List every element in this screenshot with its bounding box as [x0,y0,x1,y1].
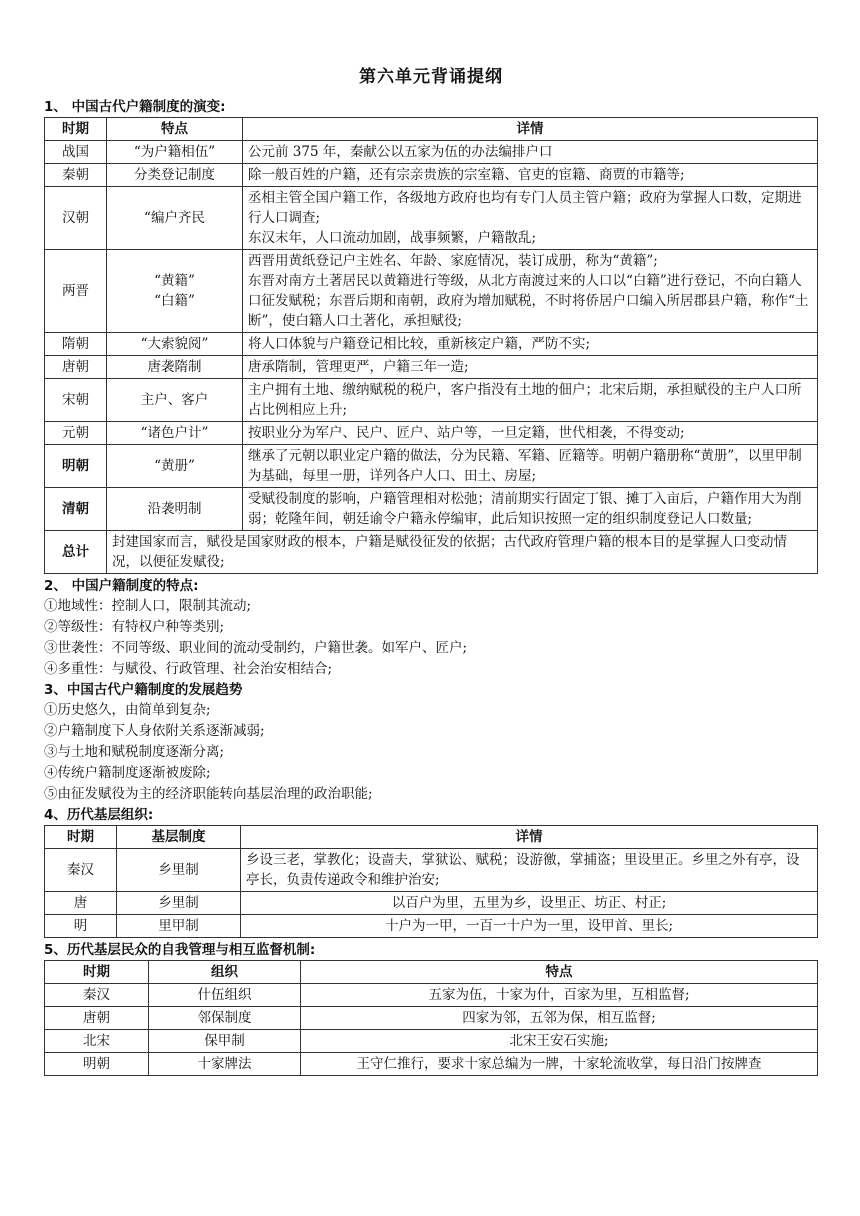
table-row [45,379,818,422]
row-period: 明 [45,915,117,938]
list-item: ④传统户籍制度逐渐被废除; [44,765,211,781]
list-item: ④多重性：与赋役、行政管理、社会治安相结合; [44,661,333,677]
row-feature: 分类登记制度 [107,164,243,187]
row-feature: 五家为伍，十家为什，百家为里，互相监督; [301,984,818,1007]
grassroots-organization-table [44,825,818,938]
mutual-supervision-table [44,960,818,1076]
row-period: 北宋 [45,1030,149,1053]
table-row [45,422,818,445]
row-details: 受赋役制度的影响，户籍管理相对松弛；清前期实行固定丁银、摊丁入亩后，户籍作用大为削弱；乾隆年间，朝廷谕令户籍永停编审，此后知识按照一定的组织制度登记人口数量; [243,488,818,531]
table-header-row [45,961,818,984]
row-details: 以百户为里，五里为乡，设里正、坊正、村正; [241,892,818,915]
row-period: 战国 [45,141,107,164]
row-system: 里甲制 [117,915,241,938]
row-feature: “大索貌阅” [107,333,243,356]
row-org: 十家牌法 [149,1053,301,1076]
table-row [45,1030,818,1053]
detail-line: 丞相主管全国户籍工作，各级地方政府也均有专门人员主管户籍；政府为掌握人口数，定期进行人口调查; [248,190,802,226]
section5-heading: 5、历代基层民众的自我管理与相互监督机制: [44,942,316,958]
row-details: 将人口体貌与户籍登记相比较，重新核定户籍，严防不实; [243,333,818,356]
row-feature: “诸色户计” [107,422,243,445]
table-row [45,1007,818,1030]
row-system: 乡里制 [117,892,241,915]
header-org: 组织 [149,961,301,984]
row-feature: 主户、客户 [107,379,243,422]
table-row [45,141,818,164]
row-feature: 四家为邻，五邻为保，相互监督; [301,1007,818,1030]
row-details [243,187,818,250]
row-period: 唐朝 [45,1007,149,1030]
list-item: ②户籍制度下人身依附关系逐渐减弱; [44,723,265,739]
section4-heading: 4、历代基层组织: [44,807,154,823]
row-period: 汉朝 [45,187,107,250]
detail-line: 东晋对南方土著居民以黄籍进行等级，从北方南渡过来的人口以“白籍”进行登记，不向白籍人口征发赋税；东晋后期和南朝，政府为增加赋税，不时将侨居户口编入所居郡县户籍，称作“土断”，使白籍人口土著化，承担赋役; [248,273,809,329]
feature-line: “白籍” [154,293,195,309]
table-row [45,164,818,187]
table-header-row [45,826,818,849]
row-org: 邻保制度 [149,1007,301,1030]
row-period: 明朝 [45,1053,149,1076]
table-row [45,333,818,356]
row-period: 明朝 [45,445,107,488]
table-row [45,250,818,333]
row-period: 秦汉 [45,849,117,892]
header-period: 时期 [45,118,107,141]
table-row [45,915,818,938]
row-details: 十户为一甲，一百一十户为一里，设甲首、里长; [241,915,818,938]
row-org: 什伍组织 [149,984,301,1007]
row-period: 秦汉 [45,984,149,1007]
row-period: 宋朝 [45,379,107,422]
row-details: 按职业分为军户、民户、匠户、站户等，一旦定籍，世代相袭，不得变动; [243,422,818,445]
row-details: 除一般百姓的户籍，还有宗亲贵族的宗室籍、官吏的宦籍、商贾的市籍等; [243,164,818,187]
row-period: 唐朝 [45,356,107,379]
header-feature: 特点 [301,961,818,984]
row-feature: 北宋王安石实施; [301,1030,818,1053]
header-details: 详情 [241,826,818,849]
list-item: ②等级性：有特权户种等类别; [44,619,225,635]
header-details: 详情 [243,118,818,141]
list-item: ③与土地和赋税制度逐渐分离; [44,744,225,760]
page-title: 第六单元背诵提纲 [359,67,503,87]
row-details: 乡设三老，掌教化；设啬夫，掌狱讼、赋税；设游徼，掌捕盗；里设里正。乡里之外有亭，设亭长，负责传递政令和维护治安; [241,849,818,892]
header-period: 时期 [45,826,117,849]
row-period: 元朝 [45,422,107,445]
table-row [45,984,818,1007]
row-feature: “黄册” [107,445,243,488]
list-item: ①地域性：控制人口，限制其流动; [44,598,252,614]
table-row [45,849,818,892]
row-feature: 唐袭隋制 [107,356,243,379]
household-registry-table [44,117,818,574]
list-item: ①历史悠久，由简单到复杂; [44,702,211,718]
row-details: 公元前 375 年，秦献公以五家为伍的办法编排户口 [243,141,818,164]
row-feature: “为户籍相伍” [107,141,243,164]
table-total-row [45,531,818,574]
table-row [45,1053,818,1076]
feature-line: “黄籍” [154,273,195,289]
header-system: 基层制度 [117,826,241,849]
detail-line: 西晋用黄纸登记户主姓名、年龄、家庭情况，装订成册，称为“黄籍”; [248,253,658,269]
row-period: 隋朝 [45,333,107,356]
table-row [45,488,818,531]
table-row [45,445,818,488]
row-details: 唐承隋制，管理更严，户籍三年一造; [243,356,818,379]
row-period: 唐 [45,892,117,915]
row-period: 清朝 [45,488,107,531]
row-org: 保甲制 [149,1030,301,1053]
row-details: 主户拥有土地、缴纳赋税的税户，客户指没有土地的佃户；北宋后期，承担赋役的主户人口所占比例相应上升; [243,379,818,422]
table-row [45,892,818,915]
row-period: 秦朝 [45,164,107,187]
section3-heading: 3、中国古代户籍制度的发展趋势 [44,682,243,698]
row-system: 乡里制 [117,849,241,892]
section2-heading: 2、 中国户籍制度的特点: [44,578,199,594]
section1-heading: 1、 中国古代户籍制度的演变: [44,99,226,115]
header-feature: 特点 [107,118,243,141]
row-details: 继承了元朝以职业定户籍的做法，分为民籍、军籍、匠籍等。明朝户籍册称“黄册”，以里甲制为基础，每里一册，详列各户人口、田土、房屋; [243,445,818,488]
table-row [45,356,818,379]
total-label: 总计 [45,531,107,574]
table-header-row [45,118,818,141]
row-feature: “编户齐民 [107,187,243,250]
document-page [44,62,818,1076]
row-feature: 沿袭明制 [107,488,243,531]
list-item: ⑤由征发赋役为主的经济职能转向基层治理的政治职能; [44,786,373,802]
row-period: 两晋 [45,250,107,333]
row-feature: 王守仁推行，要求十家总编为一牌，十家轮流收掌，每日沿门按牌查 [301,1053,818,1076]
list-item: ③世袭性：不同等级、职业间的流动受制约，户籍世袭。如军户、匠户; [44,640,468,656]
detail-line: 东汉末年，人口流动加剧，战事频繁，户籍散乱; [248,230,537,246]
row-details [243,250,818,333]
header-period: 时期 [45,961,149,984]
total-text: 封建国家而言，赋役是国家财政的根本，户籍是赋役征发的依据；古代政府管理户籍的根本目的是掌握人口变动情况，以便征发赋役; [107,531,818,574]
table-row [45,187,818,250]
row-feature [107,250,243,333]
